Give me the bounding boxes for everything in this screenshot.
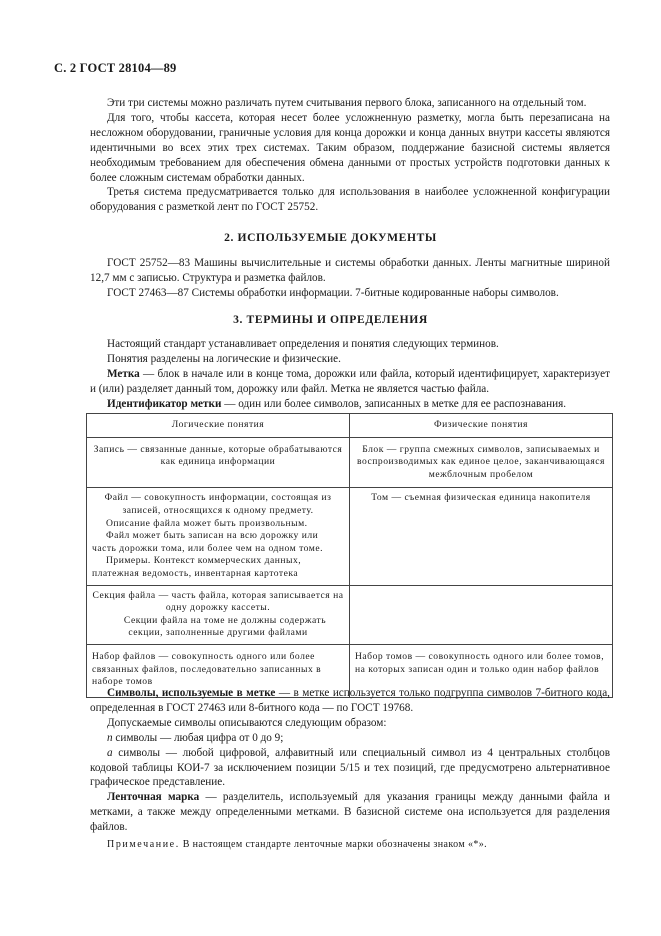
- allowed-symbols-intro: Допускаемые символы описываются следующим образом:: [107, 716, 387, 729]
- cell-volume-set: Набор томов — совокупность одного или более томов, на которых записан один и только один набор файлов: [350, 644, 613, 697]
- intro-paragraph-2: Для того, чтобы кассета, которая несет более усложненную разметку, могла быть перезаписана на несложном оборудовании, граничные условия для конца дорожки и конца данных внутри кассеты являются идентичными во всех этих трех системах. Таким образом, поддержание базисной системы является необходимым требованием для обеспечения обмена данными от простых устройств подготовки данных к более сложным системам обработки данных.: [90, 111, 610, 184]
- n-symbols-text: символы — любая цифра от 0 до 9;: [112, 731, 284, 744]
- a-symbols-letter: a: [107, 746, 113, 759]
- section-3-title: 3. ТЕРМИНЫ И ОПРЕДЕЛЕНИЯ: [233, 313, 428, 326]
- file-definition: Файл — совокупность информации, состоящая из записей, относящихся к одному предмету.: [104, 492, 332, 516]
- cell-file-set: Набор файлов — совокупность одного или более связанных файлов, последовательно записанных в наборе томов: [87, 644, 350, 697]
- concepts-table: [86, 413, 613, 698]
- table-header-row: [87, 414, 613, 438]
- file-section-note: Секции файла на томе не должны содержать секции, заполненные другими файлами: [123, 614, 327, 639]
- term-tape-mark: Ленточная марка: [107, 791, 200, 804]
- file-note-description: Описание файла может быть произвольным.: [106, 517, 308, 529]
- a-symbols-text: символы — любой цифровой, алфавитный или специальный символ из 4 центральных столбцов кодовой таблицы КОИ-7 за исключением позиции 5/15 и тех позиций, где предусмотрено альтернативное графическое представление.: [90, 746, 610, 789]
- intro-paragraph-3: Третья система предусматривается только для использования в наиболее усложненной конфигурации оборудования с разметкой лент по ГОСТ 25752.: [90, 186, 610, 214]
- term-label-id: Идентификатор метки: [107, 397, 222, 410]
- table-row: [87, 437, 613, 488]
- n-symbols-item: [90, 731, 610, 746]
- term-symbols-definition: — в метке используется только подгруппа символов 7-битного кода, определенная в ГОСТ 27463 или 8-битного кода — по ГОСТ 19768.: [90, 687, 610, 714]
- term-label-id-definition: — один или более символов, записанных в метке для ее распознавания.: [221, 397, 567, 410]
- a-symbols-item: [90, 746, 610, 791]
- definition-label-id: [90, 397, 610, 412]
- cell-volume: Том — съемная физическая единица накопителя: [350, 488, 613, 585]
- term-label-definition: — блок в начале или в конце тома, дорожки или файла, который идентифицирует, характеризует и (или) разделяет данный том, дорожку или файл. Метка не является частью файла.: [90, 367, 610, 395]
- note-label: Примечание.: [107, 839, 180, 851]
- intro-paragraph-1: Эти три системы можно различать путем считывания первого блока, записанного на отдельный том.: [107, 97, 587, 109]
- definition-tape-mark: [90, 790, 610, 835]
- cell-file: [87, 488, 350, 585]
- cell-record: Запись — связанные данные, которые обрабатываются как единица информации: [87, 437, 350, 488]
- section-2-title: 2. ИСПОЛЬЗУЕМЫЕ ДОКУМЕНТЫ: [224, 231, 437, 244]
- file-note-recording: Файл может быть записан на всю дорожку или часть дорожки тома, или более чем на одном томе.: [92, 530, 323, 554]
- column-header-logical: Логические понятия: [87, 414, 350, 438]
- cell-file-section: [87, 585, 350, 644]
- definition-symbols: [90, 686, 610, 716]
- term-symbols: Символы, используемые в метке: [107, 687, 276, 699]
- references-block: [90, 256, 610, 301]
- symbols-block: [90, 686, 610, 853]
- intro-block: [90, 96, 610, 215]
- term-tape-mark-definition: — разделитель, используемый для указания границы между данными файла и метками, а также между определенными метками. В базисной системе она используется для разделения файлов.: [90, 791, 610, 834]
- file-section-definition: Секция файла — часть файла, которая записывается на одну дорожку кассеты.: [92, 589, 344, 614]
- table-row: [87, 585, 613, 644]
- column-header-physical: Физические понятия: [350, 414, 613, 438]
- term-label: Метка: [107, 367, 140, 380]
- page-header: С. 2 ГОСТ 28104—89: [54, 61, 177, 75]
- n-symbols-letter: n: [107, 731, 113, 744]
- table-row: [87, 488, 613, 585]
- reference-gost-25752: ГОСТ 25752—83 Машины вычислительные и системы обработки данных. Ленты магнитные шириной 12,7 мм с записью. Структура и разметка файлов.: [90, 257, 610, 284]
- cell-empty: [350, 585, 613, 644]
- note: [90, 838, 610, 853]
- cell-block: Блок — группа смежных символов, записываемых и воспроизводимых как единое целое, заканчивающаяся межблочным пробелом: [350, 437, 613, 488]
- reference-gost-27463: ГОСТ 27463—87 Системы обработки информации. 7-битные кодированные наборы символов.: [107, 286, 559, 299]
- terms-intro-1: Настоящий стандарт устанавливает определения и понятия следующих терминов.: [107, 338, 499, 350]
- file-note-examples: Примеры. Контекст коммерческих данных, платежная ведомость, инвентарная картотека: [92, 555, 302, 579]
- definition-label: [90, 367, 610, 397]
- terms-intro-2: Понятия разделены на логические и физические.: [107, 352, 341, 365]
- note-text: В настоящем стандарте ленточные марки обозначены знаком «*».: [179, 839, 488, 851]
- terms-intro-block: [90, 337, 610, 412]
